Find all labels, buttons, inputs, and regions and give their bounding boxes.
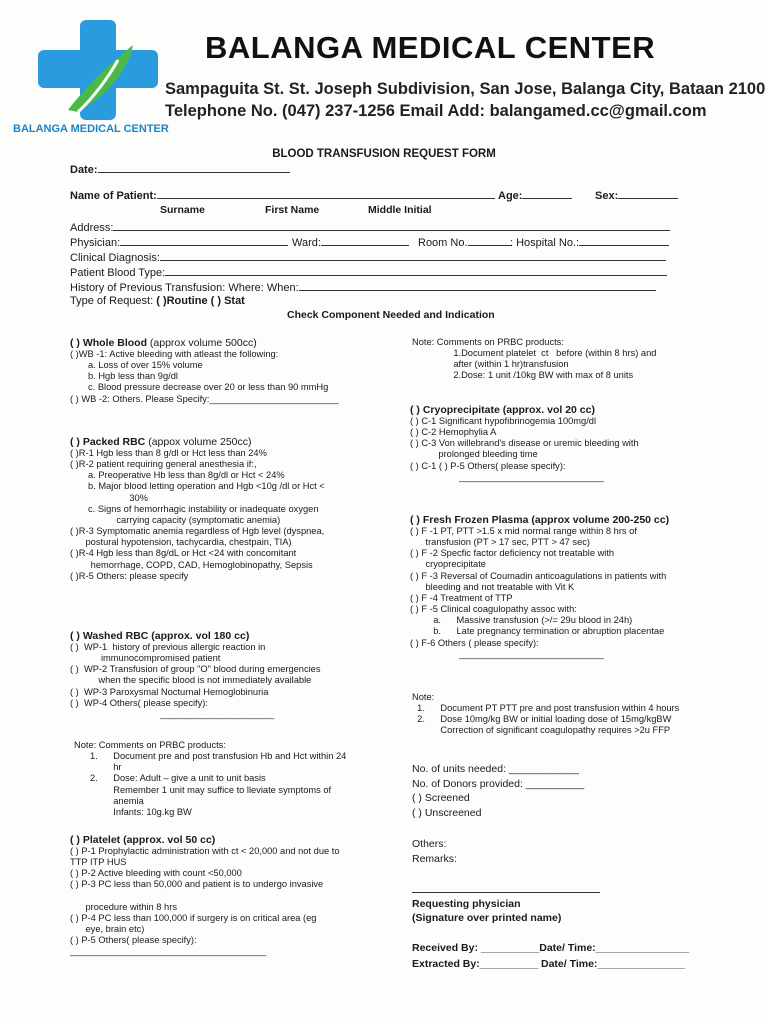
packed-rbc-title[interactable]: ( ) Packed RBC (appox volume 250cc) — [70, 436, 252, 448]
list-item: 30% — [88, 492, 148, 503]
org-address: Sampaguita St. St. Joseph Subdivision, San Jose, Balanga City, Bataan 2100 — [165, 80, 766, 98]
washed-rbc-items — [70, 642, 321, 720]
list-item: ______________________ — [70, 708, 275, 719]
list-item: TTP ITP HUS — [70, 857, 127, 868]
list-item: Remember 1 unit may suffice to lleviate symptoms of — [90, 784, 332, 795]
list-item: Note: Comments on PRBC products: — [412, 337, 564, 347]
date-field[interactable]: Date: — [70, 162, 290, 176]
list-item: ( ) WP-1 history of previous allergic reaction in — [70, 642, 266, 652]
form-title: BLOOD TRANSFUSION REQUEST FORM — [272, 148, 496, 160]
extracted-by-field[interactable]: Extracted By:__________ Date/ Time:_______________ — [412, 958, 686, 970]
list-item: Note: — [412, 692, 435, 702]
list-item: Correction of significant coagulopathy requires >2u FFP — [412, 725, 671, 736]
physician-field[interactable]: Physician: — [70, 235, 288, 249]
list-item: postural hypotension, tachycardia, chestpain, TIA) — [70, 537, 292, 548]
list-item: ( ) WP-3 Paroxysmal Nocturnal Hemoglobinuria — [70, 686, 269, 697]
list-item: ( ) C-2 Hemophylia A — [410, 427, 497, 438]
signature-label: (Signature over printed name) — [412, 912, 562, 924]
list-item: hr — [90, 762, 122, 773]
request-type: Type of Request: ( )Routine ( ) Stat — [70, 295, 245, 307]
stat-option[interactable]: ( ) Stat — [210, 295, 245, 307]
list-item: b. Major blood letting operation and Hgb <10g /dl or Hct < — [88, 481, 325, 492]
list-item: ( ) F-6 Others ( please specify): — [410, 637, 539, 648]
first-name-label: First Name — [265, 204, 320, 216]
screened-option[interactable]: ( ) Screened — [412, 792, 470, 805]
units-section — [412, 762, 584, 821]
list-item: ( )R-3 Symptomatic anemia regardless of Hgb level (dyspnea, — [70, 526, 325, 537]
list-item: anemia — [90, 795, 144, 806]
list-item: Note: Comments on PRBC products: — [74, 740, 226, 750]
org-name: BALANGA MEDICAL CENTER — [205, 30, 656, 65]
list-item: bleeding and not treatable with Vit K — [410, 581, 575, 592]
list-item: b. Hgb less than 9g/dl — [88, 371, 178, 382]
whole-blood-items — [70, 349, 339, 405]
routine-option[interactable]: ( )Routine — [156, 295, 208, 307]
list-item: c. Signs of hemorrhagic instability or inadequate oxygen — [88, 503, 319, 514]
org-contact: Telephone No. (047) 237-1256 Email Add: balangamed.cc@gmail.com — [165, 102, 707, 120]
list-item: prolonged bleeding time — [410, 449, 538, 460]
list-item: 2. Dose 10mg/kg BW or initial loading dose of 15mg/kgBW — [412, 714, 672, 725]
unscreened-option[interactable]: ( ) Unscreened — [412, 807, 482, 820]
diagnosis-field[interactable]: Clinical Diagnosis: — [70, 250, 666, 264]
medical-cross-icon — [38, 20, 158, 120]
received-by-field[interactable]: Received By: __________Date/ Time:________________ — [412, 942, 690, 954]
list-item: ( ) WB -2: Others. Please Specify:_________________________ — [70, 393, 339, 404]
units-needed-field[interactable]: No. of units needed: ____________ — [412, 763, 579, 775]
list-item: cryoprecipitate — [410, 559, 486, 570]
sex-field[interactable]: Sex: — [595, 188, 678, 202]
list-item: a. Loss of over 15% volume — [88, 360, 203, 371]
list-item: 1. Document pre and post transfusion Hb and Hct within 24 — [90, 751, 347, 762]
left-prbc-note — [74, 740, 346, 818]
list-item: 2. Dose: Adult – give a unit to unit basis — [90, 773, 266, 784]
list-item: ( ) C-1 Significant hypofibrinogemia 100mg/dl — [410, 416, 597, 426]
list-item: ( )R-5 Others: please specify — [70, 570, 189, 581]
list-item: 2.Dose: 1 unit /10kg BW with max of 8 units — [412, 370, 634, 381]
list-item: when the specific blood is not immediately available — [70, 675, 312, 686]
remarks-label[interactable]: Remarks: — [412, 853, 457, 865]
list-item: carrying capacity (symptomatic anemia) — [88, 514, 281, 525]
check-component-heading: Check Component Needed and Indication — [287, 309, 495, 321]
list-item: Infants: 10g.kg BW — [90, 806, 192, 817]
middle-initial-label: Middle Initial — [368, 204, 432, 216]
ffp-note — [412, 692, 679, 737]
list-item: 1.Document platelet ct before (within 8 hrs) and — [412, 348, 657, 359]
list-item: ( ) F -2 Specfic factor deficiency not treatable with — [410, 548, 615, 559]
list-item: ( )R-1 Hgb less than 8 g/dl or Hct less than 24% — [70, 448, 267, 458]
others-label[interactable]: Others: — [412, 838, 447, 850]
ffp-items — [410, 526, 669, 660]
platelet-items — [70, 846, 340, 957]
requesting-physician: Requesting physician — [412, 898, 521, 910]
list-item: transfusion (PT > 17 sec, PTT > 47 sec) — [410, 537, 590, 548]
list-item: hemorrhage, COPD, CAD, Hemoglobinopathy, Sepsis — [70, 559, 313, 570]
list-item: immunocompromised patient — [70, 653, 221, 664]
list-item: ( ) P-5 Others( please specify): — [70, 935, 197, 946]
list-item: after (within 1 hr)transfusion — [412, 359, 569, 370]
name-field[interactable]: Name of Patient: — [70, 188, 495, 202]
right-prbc-note — [412, 337, 656, 382]
surname-label: Surname — [160, 204, 205, 216]
cryo-title[interactable]: ( ) Cryoprecipitate (approx. vol 20 cc) — [410, 404, 595, 416]
cryo-items — [410, 416, 639, 483]
list-item — [70, 891, 340, 902]
list-item: ( ) P-4 PC less than 100,000 if surgery is on critical area (eg — [70, 912, 317, 923]
list-item: ( ) F -3 Reversal of Coumadin anticoagulations in patients with — [410, 570, 667, 581]
ward-field[interactable]: Ward: — [292, 235, 409, 249]
list-item: ( ) P-1 Prophylactic administration with ct < 20,000 and not due to — [70, 846, 340, 856]
list-item: ( ) P-2 Active bleeding with count <50,000 — [70, 868, 242, 879]
list-item: ( )R-2 patient requiring general anesthesia if:, — [70, 459, 257, 470]
whole-blood-title[interactable]: ( ) Whole Blood (approx volume 500cc) — [70, 337, 257, 349]
list-item: ______________________________________ — [70, 946, 267, 957]
address-field[interactable]: Address: — [70, 220, 670, 234]
history-field[interactable]: History of Previous Transfusion: Where: When: — [70, 280, 656, 294]
list-item: ( ) C-3 Von willebrand's disease or uremic bleeding with — [410, 438, 639, 449]
list-item: procedure within 8 hrs — [70, 901, 177, 912]
logo-text: BALANGA MEDICAL CENTER — [13, 123, 169, 135]
list-item: ( ) F -5 Clinical coagulopathy assoc with: — [410, 604, 577, 615]
blood-type-field[interactable]: Patient Blood Type: — [70, 265, 667, 279]
list-item: ( ) C-1 ( ) P-5 Others( please specify): — [410, 460, 566, 471]
list-item: ( ) WP-2 Transfusion of group "O" blood during emergencies — [70, 664, 321, 675]
list-item: c. Blood pressure decrease over 20 or less than 90 mmHg — [88, 382, 329, 393]
packed-rbc-items — [70, 448, 325, 582]
washed-rbc-title[interactable]: ( ) Washed RBC (approx. vol 180 cc) — [70, 630, 250, 642]
hospital-no-field[interactable]: : Hospital No.: — [510, 235, 669, 249]
list-item: a. Massive transfusion (>/= 29u blood in 24h) — [410, 615, 633, 626]
list-item: ( ) F -1 PT, PTT >1.5 x mid normal range within 8 hrs of — [410, 526, 637, 536]
list-item: a. Preoperative Hb less than 8g/dl or Hct < 24% — [88, 470, 285, 481]
signature-line[interactable] — [412, 892, 600, 893]
list-item: 1. Document PT PTT pre and post transfusion within 4 hours — [412, 703, 680, 714]
list-item: ( )WB -1: Active bleeding with atleast the following: — [70, 349, 279, 359]
list-item: ( ) WP-4 Others( please specify): — [70, 697, 208, 708]
list-item: ( )R-4 Hgb less than 8g/dL or Hct <24 with concomitant — [70, 548, 297, 559]
list-item: ( ) F -4 Treatment of TTP — [410, 592, 513, 603]
list-item: ( ) P-3 PC less than 50,000 and patient is to undergo invasive — [70, 879, 324, 890]
age-field[interactable]: Age: — [498, 188, 572, 202]
list-item: ____________________________ — [410, 648, 604, 659]
donors-field[interactable]: No. of Donors provided: __________ — [412, 777, 585, 790]
list-item: eye, brain etc) — [70, 923, 145, 934]
room-field[interactable]: Room No. — [418, 235, 512, 249]
platelet-title[interactable]: ( ) Platelet (approx. vol 50 cc) — [70, 834, 216, 846]
ffp-title[interactable]: ( ) Fresh Frozen Plasma (approx volume 200-250 cc) — [410, 514, 670, 526]
list-item: b. Late pregnancy termination or abruption placentae — [410, 626, 665, 637]
list-item: ____________________________ — [410, 471, 604, 482]
